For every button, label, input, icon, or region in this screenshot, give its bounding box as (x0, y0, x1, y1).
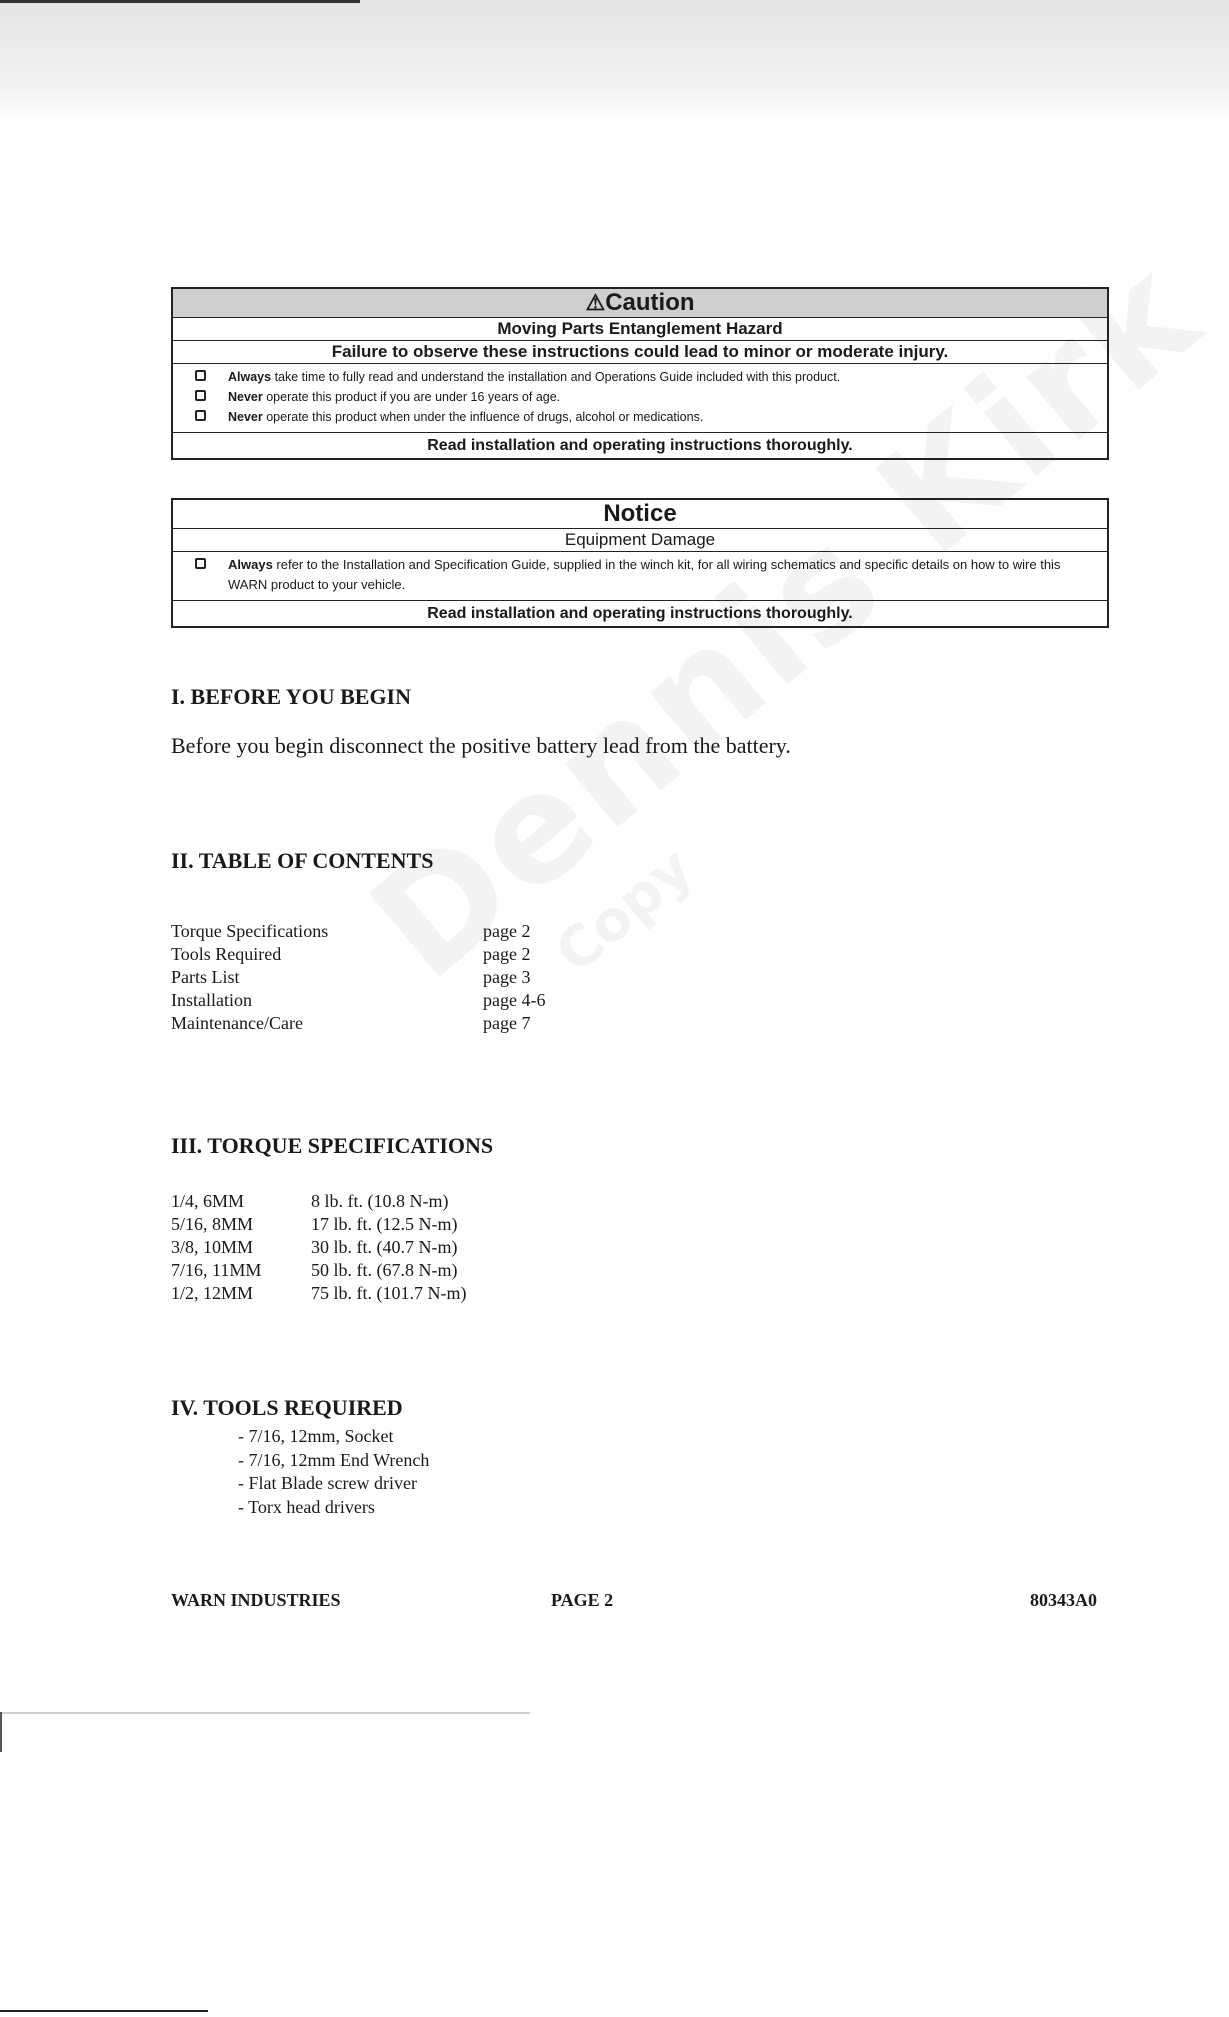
scan-border-top (0, 0, 1229, 122)
scan-artifact-edge (0, 1712, 2, 1752)
notice-footer: Read installation and operating instructions thoroughly. (427, 605, 853, 622)
warning-triangle-icon: ⚠ (585, 290, 606, 315)
caution-box (171, 287, 1109, 460)
section-heading-tools: IV. TOOLS REQUIRED (171, 1395, 403, 1420)
table-row: 3/8, 10MM 30 lb. ft. (40.7 N-m) (171, 1237, 458, 1257)
scan-artifact-line (0, 1712, 530, 1714)
checkbox-icon (195, 370, 206, 381)
list-item: Never operate this product when under the influence of drugs, alcohol or medications. (181, 407, 1099, 427)
checkbox-icon (195, 558, 206, 569)
list-item: Always take time to fully read and understand the installation and Operations Guide included with this product. (181, 367, 1099, 387)
notice-list (173, 552, 1107, 601)
list-item: - 7/16, 12mm End Wrench (238, 1449, 430, 1470)
footer-code: 80343A0 (1030, 1590, 1097, 1610)
table-row: 1/4, 6MM 8 lb. ft. (10.8 N-m) (171, 1191, 449, 1211)
section-heading-toc: II. TABLE OF CONTENTS (171, 848, 434, 873)
torque-table (171, 1190, 466, 1305)
list-item: - Torx head drivers (238, 1496, 375, 1517)
list-item: - 7/16, 12mm, Socket (238, 1426, 394, 1446)
toc-row: Tools Required page 2 (171, 944, 531, 964)
toc-row: Installation page 4-6 (171, 990, 546, 1010)
scan-artifact-bottom (0, 2010, 208, 2012)
checkbox-icon (195, 410, 206, 421)
list-item: Never operate this product if you are under 16 years of age. (181, 387, 1099, 407)
notice-box (171, 498, 1109, 628)
caution-title: ⚠Caution (173, 289, 1107, 318)
tools-list (238, 1425, 429, 1519)
list-item: - Flat Blade screw driver (238, 1473, 417, 1493)
before-text: Before you begin disconnect the positive battery lead from the battery. (171, 733, 791, 758)
caution-footer: Read installation and operating instructions thoroughly. (427, 437, 853, 454)
section-heading-torque: III. TORQUE SPECIFICATIONS (171, 1133, 494, 1158)
toc-list (171, 920, 545, 1035)
caution-list (173, 364, 1107, 433)
footer-page: PAGE 2 (551, 1590, 614, 1610)
table-row: 7/16, 11MM 50 lb. ft. (67.8 N-m) (171, 1260, 458, 1280)
table-row: 1/2, 12MM 75 lb. ft. (101.7 N-m) (171, 1283, 467, 1303)
scan-edge-line (0, 0, 360, 3)
notice-subtitle: Equipment Damage (173, 529, 1107, 552)
list-item: Always refer to the Installation and Specification Guide, supplied in the winch kit, for all wiring schematics and specific details on how to wire this WARN product to your vehicle. (181, 555, 1099, 595)
toc-row: Torque Specifications page 2 (171, 921, 531, 941)
footer-company: WARN INDUSTRIES (171, 1590, 341, 1610)
table-row: 5/16, 8MM 17 lb. ft. (12.5 N-m) (171, 1214, 458, 1234)
notice-title: Notice (173, 500, 1107, 529)
caution-consequence: Failure to observe these instructions could lead to minor or moderate injury. (173, 341, 1107, 364)
checkbox-icon (195, 390, 206, 401)
toc-row: Parts List page 3 (171, 967, 531, 987)
caution-subtitle: Moving Parts Entanglement Hazard (173, 318, 1107, 341)
toc-row: Maintenance/Care page 7 (171, 1013, 531, 1033)
section-heading-before: I. BEFORE YOU BEGIN (171, 684, 412, 709)
